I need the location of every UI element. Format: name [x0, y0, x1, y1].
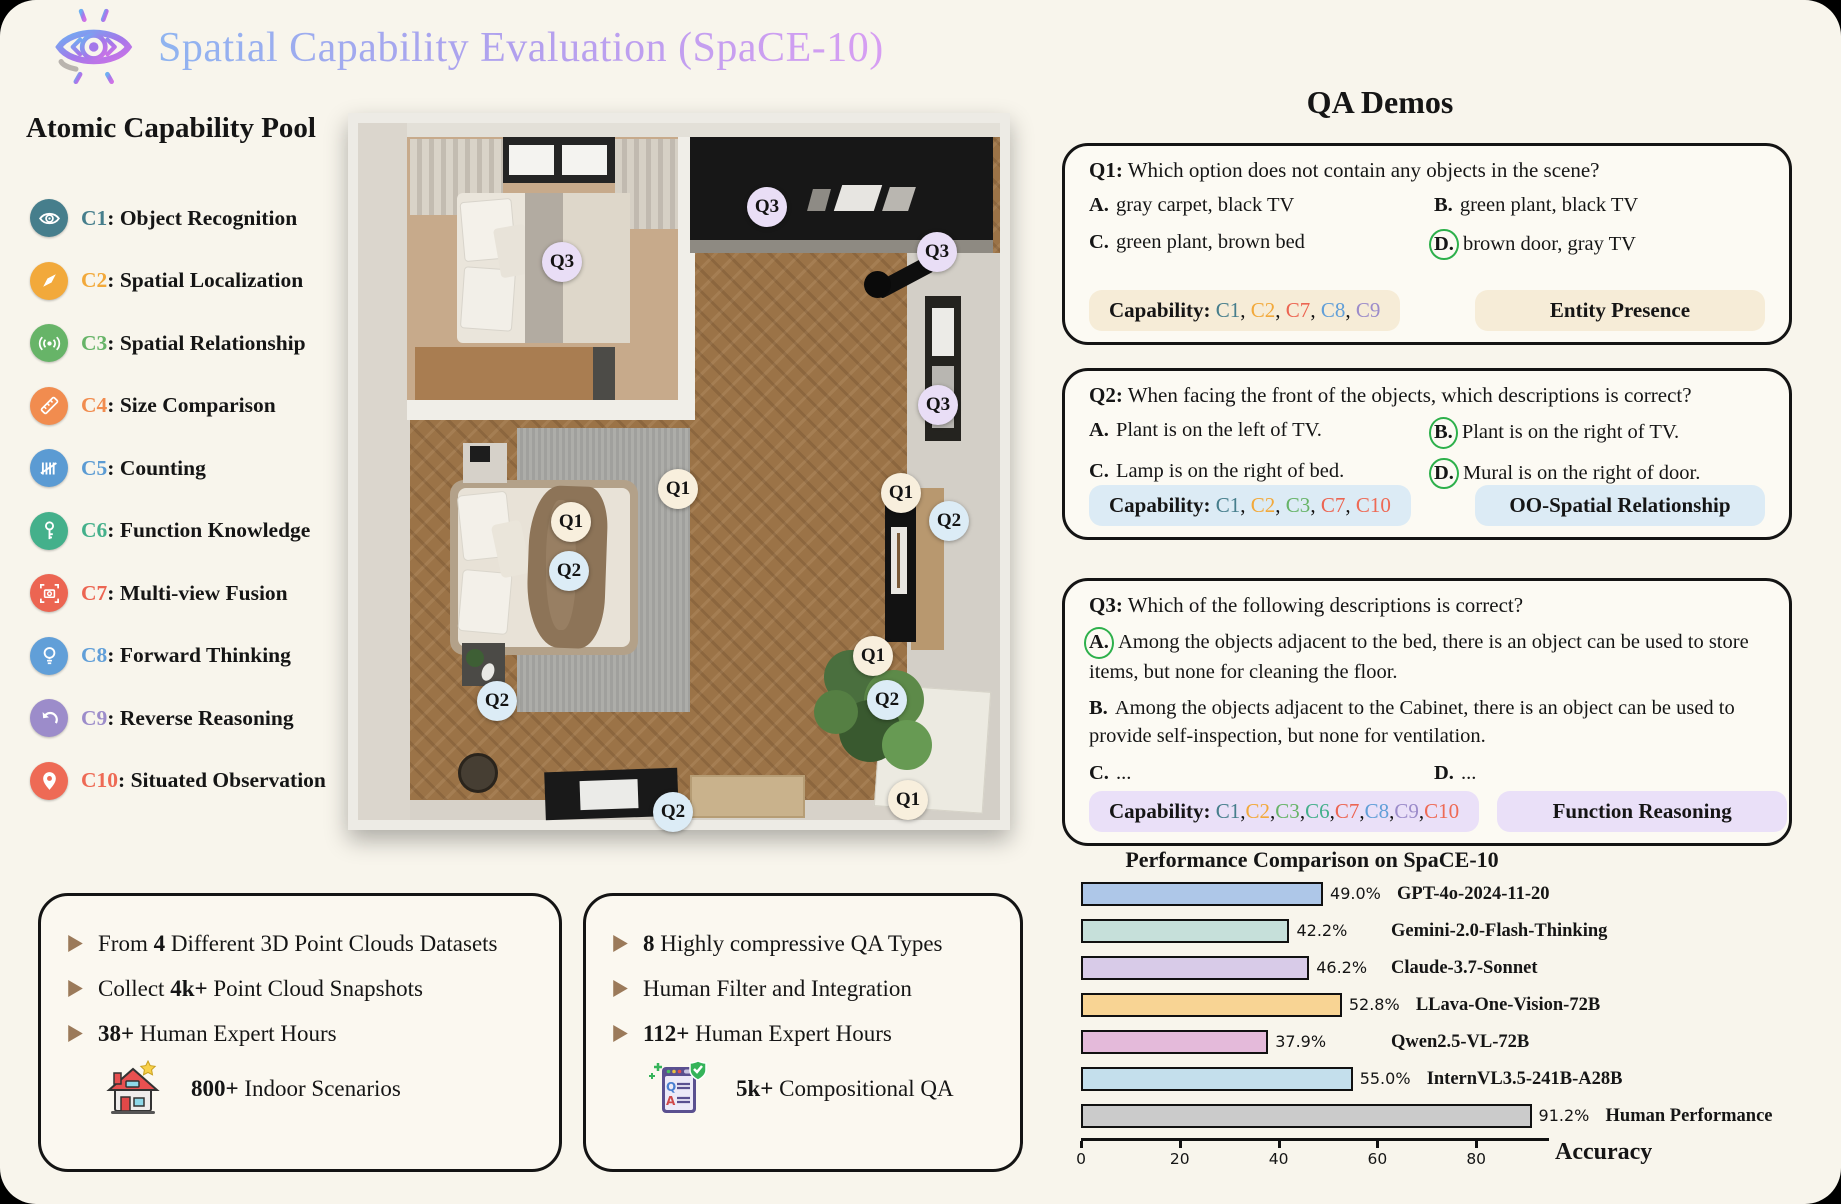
capability-tag: C1 [1215, 298, 1241, 322]
capability-item-label: C1: Object Recognition [81, 205, 298, 230]
capability-item-label: C7: Multi-view Fusion [81, 580, 288, 605]
capability-pill-label: Capability: [1109, 493, 1211, 517]
capability-pill: Capability: C1, C2, C7, C8, C9 [1089, 290, 1400, 331]
capability-tag: C2 [1250, 493, 1276, 517]
question-title: Q3: Which of the following descriptions is correct? [1089, 593, 1524, 617]
key-icon [30, 512, 68, 550]
capability-tag: C3 [1285, 493, 1311, 517]
axis-tick-label: 80 [1466, 1150, 1487, 1168]
capability-tag: C2 [1245, 799, 1271, 823]
arrow-bullet [612, 974, 629, 999]
capability-tag: C10 [1355, 493, 1391, 517]
option-key: C. [1089, 459, 1109, 482]
qa-box-q1 [1062, 143, 1792, 345]
question-id: Q2: [1089, 383, 1123, 407]
bar-value-label: 46.2% [1316, 958, 1368, 977]
correct-answer-key: D. [1429, 229, 1459, 261]
option-d: D. Mural is on the right of door. [1434, 458, 1765, 490]
axis-tick-label: 20 [1169, 1150, 1190, 1168]
qa-pill-row [1089, 485, 1765, 526]
performance-bar [1081, 956, 1309, 980]
marker-q1: Q1 [551, 502, 591, 542]
capability-tag: C3 [1275, 799, 1300, 823]
capability-id: C6 [81, 518, 108, 542]
marker-q3: Q3 [542, 242, 582, 282]
capability-tag: C9 [1355, 298, 1381, 322]
option-c: C. green plant, brown bed [1089, 229, 1420, 261]
qa-document-icon [646, 1057, 710, 1121]
correct-answer-key: B. [1429, 417, 1458, 449]
capability-tag: C7 [1285, 298, 1311, 322]
ruler-icon [30, 387, 68, 425]
stat-bullet-row [612, 929, 994, 959]
performance-bar [1081, 919, 1289, 943]
option-b: B. green plant, black TV [1434, 192, 1765, 220]
capability-item-label: C10: Situated Observation [81, 768, 326, 792]
question-title: Q2: When facing the front of the objects, which descriptions is correct? [1089, 383, 1692, 407]
qa-box-q2 [1062, 368, 1792, 540]
bar-value-label: 52.8% [1348, 995, 1400, 1014]
model-name-label: LLava-One-Vision-72B [1415, 995, 1601, 1015]
capability-tag: C7 [1334, 799, 1360, 823]
stat-bullet-row [67, 929, 533, 959]
capability-item-c1 [30, 192, 297, 244]
capability-id: C3 [81, 330, 108, 355]
qa-category-pill: OO-Spatial Relationship [1475, 485, 1765, 526]
marker-q2: Q2 [549, 551, 589, 591]
model-name-label: Qwen2.5-VL-72B [1391, 1032, 1530, 1052]
svg-text:A: A [666, 1093, 676, 1108]
marker-q1: Q1 [888, 780, 928, 820]
qa-pill-row [1089, 290, 1765, 331]
arrow-bullet [67, 1019, 84, 1044]
capability-item-label: C6: Function Knowledge [81, 518, 311, 542]
capability-item-label: C9: Reverse Reasoning [81, 705, 294, 730]
capability-item-c10 [30, 755, 326, 807]
title-bar [48, 2, 884, 94]
capability-item-c2 [30, 255, 303, 307]
option-key: B. [1434, 194, 1453, 216]
axis-tick [1080, 1141, 1083, 1148]
option-key: D. [1434, 761, 1454, 784]
performance-bar [1081, 993, 1342, 1017]
capability-pill-label: Capability: [1109, 799, 1211, 823]
capability-id: C1 [81, 205, 108, 230]
capability-id: C7 [81, 580, 108, 605]
option-key: B. [1089, 697, 1108, 720]
options-grid [1089, 417, 1765, 489]
marker-layer [358, 123, 1000, 820]
arrow-bullet [612, 1019, 629, 1044]
house-icon [101, 1057, 165, 1121]
model-name-label: Gemini-2.0-Flash-Thinking [1391, 921, 1608, 941]
capability-pill: Capability: C1, C2, C3, C7, C10 [1089, 485, 1411, 526]
stat-highlight-row [101, 1057, 533, 1121]
stat-number: 38+ [98, 1020, 135, 1046]
capability-tag: C1 [1215, 799, 1241, 823]
stat-text: 5k+ Compositional QA [736, 1075, 954, 1101]
performance-bar [1081, 1067, 1353, 1091]
option-key: C. [1089, 230, 1109, 253]
capability-item-c4 [30, 380, 276, 432]
stat-number: 800+ [191, 1075, 239, 1101]
marker-q1: Q1 [853, 636, 893, 676]
correct-answer-key: A. [1084, 627, 1114, 659]
axis-tick [1278, 1141, 1281, 1148]
marker-q2: Q2 [653, 792, 693, 832]
qa-demos-heading: QA Demos [1306, 84, 1454, 120]
stat-number: 8 [643, 931, 655, 956]
signal-icon [30, 324, 68, 362]
stat-highlight-row [646, 1057, 994, 1121]
option-a: A. Plant is on the left of TV. [1089, 417, 1420, 449]
options-grid [1089, 192, 1765, 260]
svg-text:Q: Q [666, 1079, 677, 1094]
options-grid [1089, 627, 1765, 787]
stat-text: From 4 Different 3D Point Clouds Datasets [98, 931, 498, 956]
marker-q2: Q2 [477, 681, 517, 721]
arrow-bullet [67, 929, 84, 954]
capability-pool-heading: Atomic Capability Pool [26, 112, 316, 144]
capability-item-label: C4: Size Comparison [81, 393, 276, 417]
bar-value-label: 91.2% [1538, 1106, 1590, 1125]
stat-text: 8 Highly compressive QA Types [643, 931, 943, 956]
stat-number: 112+ [643, 1020, 690, 1046]
bar-value-label: 42.2% [1296, 921, 1348, 940]
capability-id: C8 [81, 643, 108, 667]
capability-pill: Capability: C1,C2,C3,C6,C7,C8,C9,C10 [1089, 791, 1479, 832]
option-c: C. ... [1089, 760, 1420, 788]
capability-id: C4 [81, 393, 108, 417]
capability-pool [26, 112, 362, 812]
stat-number: 5k+ [736, 1075, 774, 1101]
capability-item-label: C2: Spatial Localization [81, 268, 304, 292]
axis-tick [1475, 1141, 1478, 1148]
capability-tag: C10 [1424, 799, 1460, 823]
capability-item-c7 [30, 567, 288, 619]
option-b: B. Plant is on the right of TV. [1434, 417, 1765, 449]
stat-bullet-row [67, 1019, 533, 1049]
bar-value-label: 49.0% [1330, 884, 1381, 903]
option-c: C. Lamp is on the right of bed. [1089, 458, 1420, 490]
compass-icon [30, 262, 68, 300]
arrow-bullet [67, 974, 84, 999]
capability-tag: C2 [1250, 298, 1276, 322]
performance-chart [1076, 845, 1841, 1201]
stat-number: 4 [153, 931, 166, 956]
marker-q2: Q2 [867, 680, 907, 720]
qa-pill-row [1089, 791, 1765, 832]
capability-tag: C1 [1215, 493, 1241, 517]
marker-q3: Q3 [917, 232, 957, 272]
question-id: Q1: [1089, 158, 1123, 182]
tally-icon [30, 449, 68, 487]
marker-q3: Q3 [747, 187, 787, 227]
bar-value-label: 37.9% [1275, 1032, 1327, 1051]
capability-item-c5 [30, 442, 206, 494]
capability-item-label: C5: Counting [81, 455, 206, 480]
x-axis-line [1081, 1138, 1549, 1141]
stat-bullet-row [612, 1019, 994, 1049]
arrow-bullet [612, 929, 629, 954]
x-axis-label: Accuracy [1555, 1139, 1653, 1165]
capability-tag: C7 [1320, 493, 1346, 517]
option-a: A. gray carpet, black TV [1089, 192, 1420, 220]
eye-logo-icon [48, 7, 150, 89]
option-key: A. [1089, 194, 1109, 216]
correct-answer-key: D. [1429, 458, 1459, 490]
axis-tick [1179, 1141, 1182, 1148]
question-title: Q1: Which option does not contain any objects in the scene? [1089, 158, 1600, 182]
marker-q3: Q3 [918, 385, 958, 425]
capability-list [26, 192, 362, 812]
capability-pill-label: Capability: [1109, 298, 1211, 322]
capability-id: C2 [81, 268, 108, 292]
capability-item-c3 [30, 317, 306, 369]
marker-q1: Q1 [881, 473, 921, 513]
chart-title: Performance Comparison on SpaCE-10 [1125, 847, 1499, 872]
option-a: A. Among the objects adjacent to the bed, there is an object can be used to store items, but none for cleaning the floor. [1089, 627, 1765, 686]
stat-bullet-row [67, 974, 533, 1004]
floor-plan-image [348, 113, 1010, 830]
option-key: A. [1089, 419, 1109, 441]
location-pin-icon [30, 762, 68, 800]
stat-text: 800+ Indoor Scenarios [191, 1075, 401, 1101]
marker-q2: Q2 [929, 501, 969, 541]
capability-item-label: C3: Spatial Relationship [81, 330, 306, 355]
capability-item-label: C8: Forward Thinking [81, 643, 291, 667]
bar-value-label: 55.0% [1359, 1069, 1411, 1088]
page-title: Spatial Capability Evaluation (SpaCE-10) [158, 25, 884, 71]
capability-item-c9 [30, 692, 294, 744]
stat-text: 38+ Human Expert Hours [98, 1020, 337, 1046]
model-name-label: InternVL3.5-241B-A28B [1426, 1069, 1623, 1089]
qa-stats-box [583, 893, 1023, 1172]
option-key: C. [1089, 761, 1109, 784]
qa-category-pill: Entity Presence [1475, 290, 1765, 331]
performance-bar [1081, 1030, 1268, 1054]
stat-number: 4k+ [170, 975, 208, 1001]
axis-tick-label: 0 [1076, 1150, 1086, 1168]
stat-text: Collect 4k+ Point Cloud Snapshots [98, 975, 423, 1001]
undo-arrow-icon [30, 699, 68, 737]
axis-tick-label: 60 [1367, 1150, 1388, 1168]
model-name-label: Claude-3.7-Sonnet [1391, 958, 1538, 978]
bulb-icon [30, 637, 68, 675]
axis-tick [1376, 1141, 1379, 1148]
axis-tick-label: 40 [1268, 1150, 1289, 1168]
model-name-label: GPT-4o-2024-11-20 [1397, 884, 1550, 904]
marker-q1: Q1 [658, 469, 698, 509]
qa-category-pill: Function Reasoning [1497, 791, 1787, 832]
capability-tag: C8 [1364, 799, 1390, 823]
capability-item-c6 [30, 505, 310, 557]
option-d: D. brown door, gray TV [1434, 229, 1765, 261]
option-b: B. Among the objects adjacent to the Cabinet, there is an object can be used to provide self-inspection, but none for ventilation. [1089, 697, 1735, 748]
capability-id: C10 [81, 768, 119, 792]
performance-bar [1081, 1104, 1532, 1128]
option-d: D. ... [1434, 760, 1765, 788]
capability-id: C9 [81, 705, 108, 730]
stat-text: Human Filter and Integration [643, 975, 912, 1001]
capability-tag: C8 [1320, 298, 1346, 322]
model-name-label: Human Performance [1605, 1106, 1773, 1126]
stat-bullet-row [612, 974, 994, 1004]
capability-id: C5 [81, 455, 108, 480]
camera-focus-icon [30, 574, 68, 612]
capability-tag: C6 [1305, 799, 1330, 823]
capability-tag: C9 [1394, 799, 1419, 823]
question-id: Q3: [1089, 593, 1123, 617]
capability-item-c8 [30, 630, 291, 682]
dataset-stats-box [38, 893, 562, 1172]
stat-text: 112+ Human Expert Hours [643, 1020, 892, 1046]
performance-bar [1081, 882, 1323, 906]
qa-box-q3 [1062, 578, 1792, 846]
eye-icon [30, 199, 68, 237]
